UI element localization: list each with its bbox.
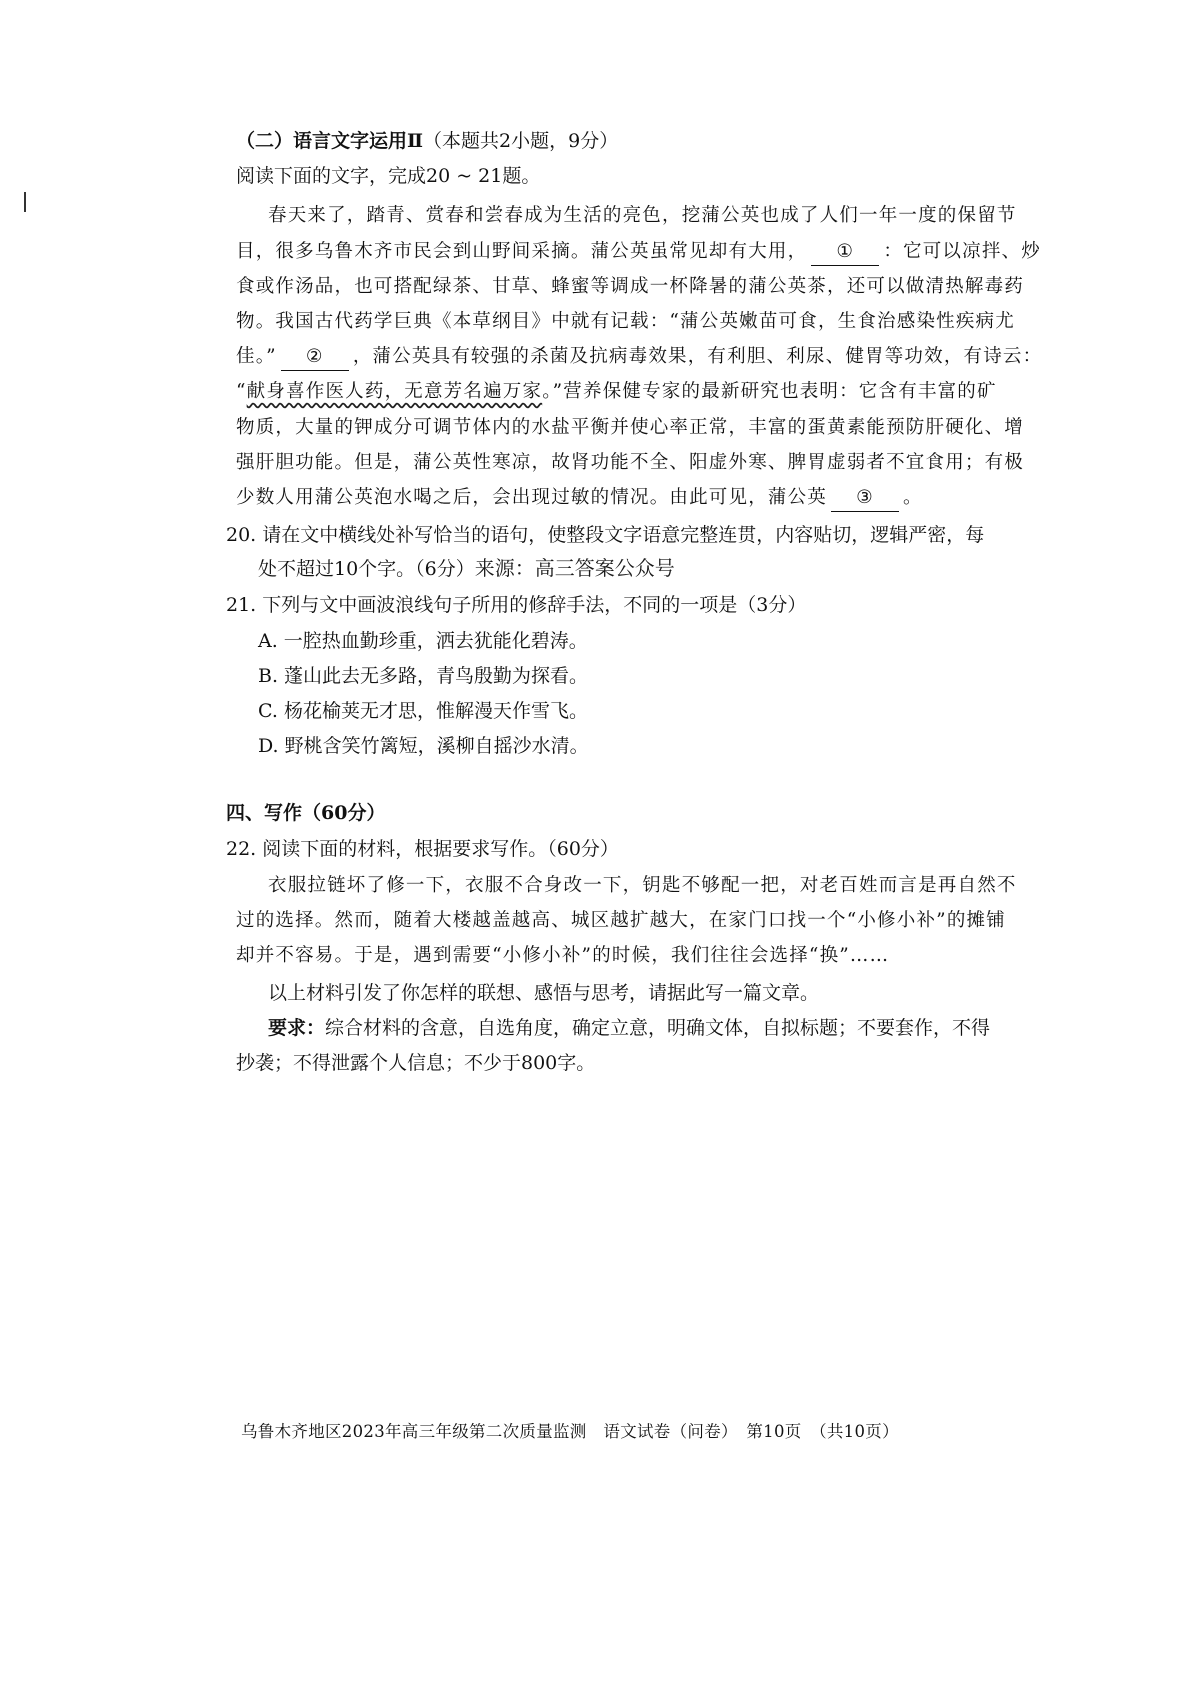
material-line-2: 过的选择。然而，随着大楼越盖越高、城区越扩越大，在家门口找一个“小修小补”的摊铺 xyxy=(236,910,1006,931)
requirements-line-2: 抄袭；不得泄露个人信息；不少于800字。 xyxy=(236,1052,596,1074)
option-a: A. 一腔热血勤珍重，洒去犹能化碧涛。 xyxy=(258,630,588,652)
blank-2: ② xyxy=(281,344,349,371)
passage-line-5 xyxy=(236,342,1042,372)
section-2-title xyxy=(236,126,618,156)
option-c: C. 杨花榆荚无才思，惟解漫天作雪飞。 xyxy=(258,700,588,722)
passage-line-9a: 少数人用蒲公英泡水喝之后，会出现过敏的情况。由此可见，蒲公英 xyxy=(236,487,828,508)
option-b: B. 蓬山此去无多路，青鸟殷勤为探看。 xyxy=(258,665,589,687)
passage-line-2a: 目，很多乌鲁木齐市民会到山野间采摘。蒲公英虽常见却有大用， xyxy=(236,241,808,262)
section-2-title-rest: （本题共2小题，9分） xyxy=(423,130,619,152)
section-2-title-bold: （二）语言文字运用Ⅱ xyxy=(236,130,424,152)
source-watermark: 来源：高三答案公众号 xyxy=(474,556,675,580)
passage-line-3: 食或作汤品，也可搭配绿茶、甘草、蜂蜜等调成一杯降暑的蒲公英茶，还可以做清热解毒药 xyxy=(236,276,1025,297)
passage-line-4: 物。我国古代药学巨典《本草纲目》中就有记载：“蒲公英嫩苗可食，生食治感染性疾病尤 xyxy=(236,311,1015,332)
passage-line-5b: ，蒲公英具有较强的杀菌及抗病毒效果，有利胆、利尿、健胃等功效，有诗云： xyxy=(352,346,1043,367)
section-2-instruction: 阅读下面的文字，完成20 ~ 21题。 xyxy=(236,165,541,187)
passage-line-9 xyxy=(236,483,923,513)
passage-line-6a: “ xyxy=(236,381,247,402)
passage-line-6b: 。”营养保健专家的最新研究也表明：它含有丰富的矿 xyxy=(542,381,997,402)
material-line-1: 衣服拉链坏了修一下，衣服不合身改一下，钥匙不够配一把，对老百姓而言是再自然不 xyxy=(268,875,1017,896)
passage-line-2 xyxy=(236,237,1041,267)
question-20-line-2-text: 处不超过10个字。（6分） xyxy=(258,558,475,580)
passage-line-6 xyxy=(236,377,997,407)
material-line-3: 却并不容易。于是，遇到需要“小修小补”的时候，我们往往会选择“换”…… xyxy=(236,945,890,966)
question-20-line-2 xyxy=(258,553,675,584)
page-footer: 乌鲁木齐地区2023年高三年级第二次质量监测 语文试卷（问卷） 第10页 （共10页） xyxy=(241,1422,899,1441)
requirements-label: 要求： xyxy=(268,1017,326,1039)
section-4-title: 四、写作（60分） xyxy=(226,802,386,824)
passage-line-1: 春天来了，踏青、赏春和尝春成为生活的亮色，挖蒲公英也成了人们一年一度的保留节 xyxy=(268,205,1017,226)
requirements-line-1 xyxy=(268,1013,990,1043)
passage-line-7: 物质，大量的钾成分可调节体内的水盐平衡并使心率正常，丰富的蛋黄素能预防肝硬化、增 xyxy=(236,417,1025,438)
writing-prompt: 以上材料引发了你怎样的联想、感悟与思考，请据此写一篇文章。 xyxy=(268,982,820,1004)
blank-1: ① xyxy=(811,239,879,266)
passage-line-2b: ：它可以凉拌、炒 xyxy=(883,241,1041,262)
question-22: 22. 阅读下面的材料，根据要求写作。（60分） xyxy=(226,838,619,860)
passage-line-9b: 。 xyxy=(903,487,923,508)
question-21-stem: 21. 下列与文中画波浪线句子所用的修辞手法，不同的一项是（3分） xyxy=(226,594,807,616)
passage-line-5a: 佳。” xyxy=(236,346,277,367)
wavy-underlined-poem: 献身喜作医人药，无意芳名遍万家 xyxy=(246,381,543,402)
question-20-line-1: 20. 请在文中横线处补写恰当的语句，使整段文字语意完整连贯，内容贴切，逻辑严密，每 xyxy=(226,524,985,546)
option-d: D. 野桃含笑竹篱短，溪柳自摇沙水清。 xyxy=(258,735,589,757)
margin-mark xyxy=(24,192,26,212)
blank-3: ③ xyxy=(831,485,899,512)
requirements-text-1: 综合材料的含意，自选角度，确定立意，明确文体，自拟标题；不要套作，不得 xyxy=(325,1017,991,1039)
passage-line-8: 强肝胆功能。但是，蒲公英性寒凉，故肾功能不全、阳虚外寒、脾胃虚弱者不宜食用；有极 xyxy=(236,452,1025,473)
